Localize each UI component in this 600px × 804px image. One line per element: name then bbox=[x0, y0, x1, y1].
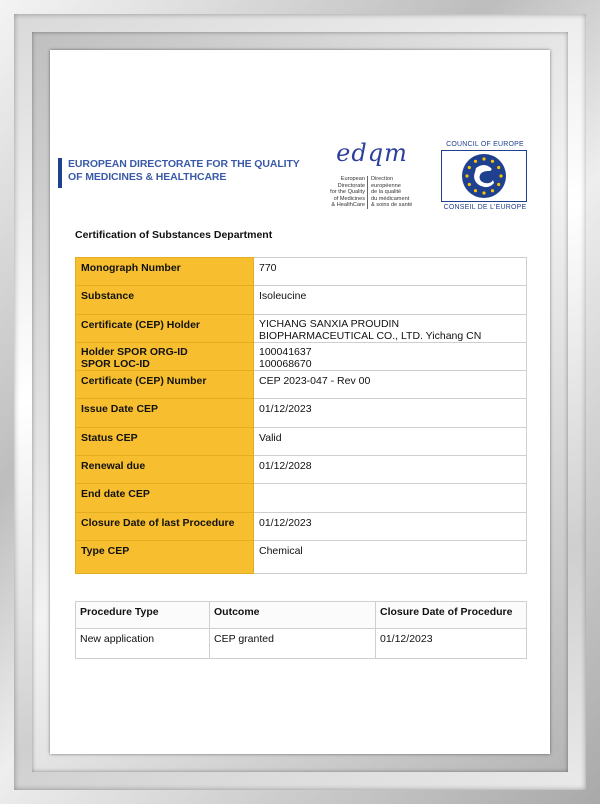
procedure-type-header: Procedure Type bbox=[76, 602, 210, 629]
type-cep-value: Chemical bbox=[254, 540, 527, 573]
coe-title-en: COUNCIL OF EUROPE bbox=[446, 141, 524, 148]
table-row bbox=[76, 342, 527, 370]
table-row bbox=[76, 314, 527, 342]
department-title: Certification of Substances Department bbox=[75, 229, 273, 241]
edqm-en-line: for the Quality bbox=[330, 189, 365, 195]
outcome-cell: CEP granted bbox=[210, 629, 376, 659]
closure-date-cell: 01/12/2023 bbox=[376, 629, 527, 659]
edqm-fr-line: & soins de santé bbox=[371, 202, 413, 208]
cep-holder-line2: BIOPHARMACEUTICAL CO., LTD. Yichang CN bbox=[259, 329, 482, 342]
substance-value: Isoleucine bbox=[254, 286, 527, 314]
org-name-line2: OF MEDICINES & HEALTHCARE bbox=[68, 171, 227, 183]
table-row bbox=[76, 258, 527, 286]
certificate-details-table bbox=[75, 257, 527, 574]
closure-date-label: Closure Date of last Procedure bbox=[76, 512, 254, 540]
spor-ids-label bbox=[76, 342, 254, 370]
end-date-value bbox=[254, 484, 527, 512]
table-row bbox=[76, 427, 527, 455]
table-row bbox=[76, 540, 527, 573]
substance-label: Substance bbox=[76, 286, 254, 314]
issue-date-value: 01/12/2023 bbox=[254, 399, 527, 427]
cep-number-value: CEP 2023-047 - Rev 00 bbox=[254, 371, 527, 399]
procedure-header-row bbox=[76, 602, 527, 629]
table-row bbox=[76, 399, 527, 427]
cep-holder-line1: YICHANG SANXIA PROUDIN bbox=[259, 317, 400, 330]
monograph-number-label: Monograph Number bbox=[76, 258, 254, 286]
edqm-logo-block bbox=[320, 140, 420, 212]
edqm-logo-text: edqm bbox=[336, 139, 408, 167]
edqm-tagline bbox=[320, 176, 420, 209]
edqm-en-line: of Medicines bbox=[333, 195, 365, 202]
edqm-en-line: European Directorate bbox=[337, 176, 365, 189]
table-row bbox=[76, 371, 527, 399]
edqm-tagline-en bbox=[320, 176, 368, 209]
status-label: Status CEP bbox=[76, 427, 254, 455]
procedure-table bbox=[75, 601, 527, 659]
monograph-number-value: 770 bbox=[254, 258, 527, 286]
renewal-due-value: 01/12/2028 bbox=[254, 456, 527, 484]
spor-ids-value bbox=[254, 342, 527, 370]
cep-holder-label: Certificate (CEP) Holder bbox=[76, 314, 254, 342]
issue-date-label: Issue Date CEP bbox=[76, 399, 254, 427]
table-row bbox=[76, 629, 527, 659]
coe-emblem-icon bbox=[458, 153, 510, 199]
table-row bbox=[76, 286, 527, 314]
edqm-fr-line: de la qualité bbox=[371, 189, 402, 195]
table-row bbox=[76, 512, 527, 540]
table-row bbox=[76, 484, 527, 512]
council-of-europe-logo bbox=[441, 140, 529, 212]
edqm-name-block bbox=[58, 158, 300, 188]
closure-date-value: 01/12/2023 bbox=[254, 512, 527, 540]
status-value: Valid bbox=[254, 427, 527, 455]
spor-loc-value: 100068670 bbox=[259, 357, 312, 370]
outcome-header: Outcome bbox=[210, 602, 376, 629]
org-name-line1: EUROPEAN DIRECTORATE FOR THE QUALITY bbox=[68, 158, 300, 170]
spor-org-value: 100041637 bbox=[259, 345, 312, 358]
closure-date-header: Closure Date of Procedure bbox=[376, 602, 527, 629]
edqm-fr-line: Direction européenne bbox=[371, 176, 401, 189]
edqm-logo bbox=[324, 140, 420, 166]
edqm-tagline-fr bbox=[371, 176, 419, 209]
cep-number-label: Certificate (CEP) Number bbox=[76, 371, 254, 399]
renewal-due-label: Renewal due bbox=[76, 456, 254, 484]
edqm-en-line: & HealthCare bbox=[331, 202, 365, 208]
coe-title-fr: CONSEIL DE L'EUROPE bbox=[443, 204, 527, 211]
table-row bbox=[76, 456, 527, 484]
spor-org-label: Holder SPOR ORG-ID bbox=[81, 345, 188, 358]
cep-holder-value bbox=[254, 314, 527, 342]
type-cep-label: Type CEP bbox=[76, 540, 254, 573]
edqm-fr-line: du médicament bbox=[371, 195, 410, 202]
coe-emblem-box bbox=[441, 150, 527, 202]
procedure-type-cell: New application bbox=[76, 629, 210, 659]
spor-loc-label: SPOR LOC-ID bbox=[81, 357, 150, 370]
end-date-label: End date CEP bbox=[76, 484, 254, 512]
